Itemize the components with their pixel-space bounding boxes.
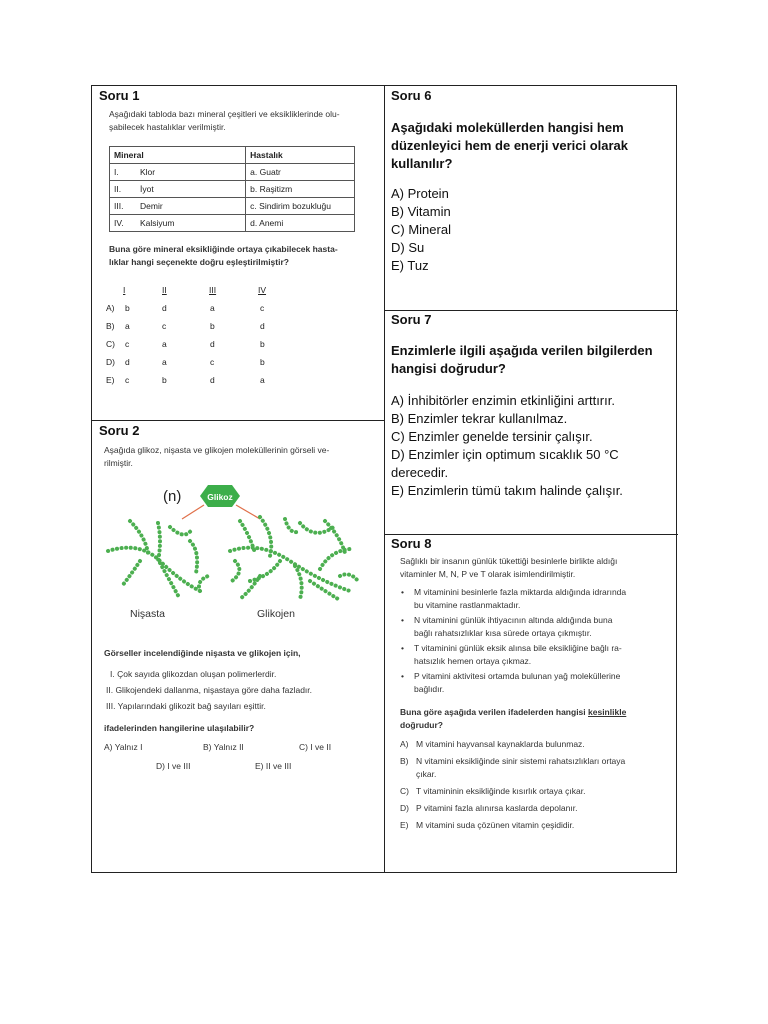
bullet-icon: •	[401, 587, 404, 597]
q1-col-header: III	[209, 285, 217, 295]
q8-option-c[interactable]	[400, 785, 672, 802]
list-item	[400, 614, 672, 640]
q8-bullets	[400, 586, 672, 696]
q6-question: Aşağıdaki moleküllerden hangisi hem düzenleyici hem de enerji verici olarak kullanılır?	[391, 120, 628, 171]
q8-option-d[interactable]	[400, 802, 672, 819]
list-item	[400, 642, 672, 668]
q8-intro	[400, 555, 670, 581]
q6-option-a[interactable]: A) Protein	[391, 186, 449, 201]
q6-options	[391, 185, 666, 275]
q2-option-a[interactable]: A) Yalnız I	[104, 742, 143, 752]
q2-statement: II. Glikojendeki dallanma, nişastaya göre daha fazladır.	[106, 685, 313, 695]
q2-statement-heading: Görseller incelendiğinde nişasta ve glikojen için,	[104, 648, 301, 658]
q8-option-b[interactable]	[400, 755, 672, 785]
option-label: E)	[106, 375, 115, 385]
option-value: a	[125, 321, 130, 331]
option-value: a	[210, 303, 215, 313]
q2-option-c[interactable]: C) I ve II	[299, 742, 332, 752]
q8-question-emphasis: kesinlikle	[588, 707, 627, 717]
q7-option-b[interactable]: B) Enzimler tekrar kullanılmaz.	[391, 411, 568, 426]
q8-bullet-line: P vitamini aktivitesi ortamda bulunan yağ moleküllerine	[414, 671, 621, 681]
option-label: B)	[106, 321, 115, 331]
q1-row-disease: a. Guatr	[246, 164, 355, 181]
q1-row-num: IV.	[110, 215, 137, 232]
bullet-icon: •	[401, 671, 404, 681]
table-row	[110, 181, 355, 198]
q6-option-c[interactable]: C) Mineral	[391, 222, 451, 237]
q8-bullet-line: N vitaminini günlük ihtiyacının altında aldığında buna	[414, 615, 613, 625]
option-label: C)	[400, 786, 409, 796]
q1-row-mineral: Klor	[136, 164, 246, 181]
option-label: A)	[400, 739, 409, 749]
option-text: T vitamininin eksikliğinde kısırlık ortaya çıkar.	[416, 786, 586, 796]
q2-intro-line2: rilmiştir.	[104, 458, 133, 468]
option-label: D)	[400, 803, 409, 813]
q2-option-b[interactable]: B) Yalnız II	[203, 742, 244, 752]
list-item	[400, 670, 672, 696]
q1-option-a[interactable]	[106, 303, 376, 317]
glikojen-label: Glikojen	[257, 608, 295, 620]
option-label: B)	[400, 756, 409, 766]
q1-table-header-disease: Hastalık	[246, 147, 355, 164]
q1-col-header: II	[162, 285, 167, 295]
option-label: A)	[106, 303, 115, 313]
q8-question	[400, 706, 672, 732]
q1-intro-line2: şabilecek hastalıklar verilmiştir.	[109, 122, 226, 132]
q7-option-c[interactable]: C) Enzimler genelde tersinir çalışır.	[391, 429, 593, 444]
q2-heading: Soru 2	[99, 423, 140, 438]
option-label: C)	[106, 339, 115, 349]
q2-statement: I. Çok sayıda glikozdan oluşan polimerlerdir.	[110, 669, 277, 679]
q2-intro-line1: Aşağıda glikoz, nişasta ve glikojen moleküllerinin görseli ve-	[104, 445, 330, 455]
q1-option-c[interactable]	[106, 339, 376, 353]
option-text: P vitamini fazla alınırsa kaslarda depolanır.	[416, 803, 578, 813]
nisasta-label: Nişasta	[130, 608, 166, 620]
q8-heading: Soru 8	[391, 536, 432, 551]
q1-options	[106, 285, 376, 395]
q1-intro-line1: Aşağıdaki tabloda bazı mineral çeşitleri ve eksikliklerinde olu-	[109, 109, 340, 119]
q1-row-disease: d. Anemi	[246, 215, 355, 232]
option-value: b	[125, 303, 130, 313]
q8-intro-line1: Sağlıklı bir insanın günlük tükettiği besinlerle birlikte aldığı	[400, 556, 618, 566]
q1-col-header: IV	[258, 285, 267, 295]
arrow-left	[182, 505, 204, 519]
q8-bullet-line: bu vitamine rastlanmaktadır.	[414, 600, 521, 610]
q1-option-d[interactable]	[106, 357, 376, 371]
q1-intro	[109, 108, 379, 134]
q8-bullet-line: hatsızlık hemen ortaya çıkmaz.	[414, 656, 532, 666]
column-divider	[384, 86, 385, 872]
worksheet-frame	[91, 85, 677, 873]
q1-col-headers	[106, 285, 376, 299]
option-value: c	[210, 357, 215, 367]
q2-intro	[104, 444, 379, 470]
option-value: b	[210, 321, 215, 331]
q1-row-disease: c. Sindirim bozukluğu	[246, 198, 355, 215]
q8-intro-line2: vitaminler M, N, P ve T olarak isimlendirilmiştir.	[400, 569, 576, 579]
option-value: a	[162, 339, 167, 349]
divider-q1-q2	[92, 420, 384, 421]
glikoz-label: Glikoz	[207, 492, 233, 502]
q1-row-num: II.	[110, 181, 137, 198]
q8-option-a[interactable]	[400, 738, 672, 755]
q6-option-d[interactable]: D) Su	[391, 240, 425, 255]
option-label: E)	[400, 820, 409, 830]
glycogen-structure	[230, 517, 358, 599]
q8-bullet-line: T vitaminini günlük eksik alınsa bile eksikliğine bağlı ra-	[414, 643, 622, 653]
list-item	[400, 586, 672, 612]
q1-mineral-table	[109, 146, 355, 232]
q2-option-d[interactable]: D) I ve III	[156, 761, 191, 771]
table-row	[110, 164, 355, 181]
q6-option-b[interactable]: B) Vitamin	[391, 204, 451, 219]
option-value: a	[162, 357, 167, 367]
q6-option-e[interactable]: E) Tuz	[391, 258, 429, 273]
q8-options	[400, 738, 672, 836]
option-value: b	[162, 375, 167, 385]
q8-option-e[interactable]	[400, 819, 672, 836]
q6-heading: Soru 6	[391, 88, 432, 103]
option-value: c	[125, 375, 130, 385]
q8-question-line2: doğrudur?	[400, 720, 443, 730]
q8-question-part: Buna göre aşağıda verilen ifadelerden hangisi	[400, 707, 589, 717]
q1-row-mineral: Demir	[136, 198, 246, 215]
q1-question-line2: lıklar hangi seçenekte doğru eşleştirilmiştir?	[109, 257, 289, 267]
q2-option-e[interactable]: E) II ve III	[255, 761, 292, 771]
q1-question-line1: Buna göre mineral eksikliğinde ortaya çıkabilecek hasta-	[109, 244, 338, 254]
q1-option-e[interactable]	[106, 375, 376, 389]
q7-question: Enzimlerle ilgili aşağıda verilen bilgilerden hangisi doğrudur?	[391, 343, 653, 376]
option-text: M vitamini hayvansal kaynaklarda bulunmaz.	[416, 739, 585, 749]
q2-molecule-figure	[100, 481, 370, 631]
q1-question	[109, 243, 379, 269]
n-label: (n)	[163, 488, 182, 505]
q1-row-num: I.	[110, 164, 137, 181]
option-value: b	[260, 339, 265, 349]
q1-row-disease: b. Raşitizm	[246, 181, 355, 198]
option-value: d	[210, 375, 215, 385]
q1-row-num: III.	[110, 198, 137, 215]
q7-heading: Soru 7	[391, 312, 432, 327]
q1-row-mineral: İyot	[136, 181, 246, 198]
q7-option-e[interactable]: E) Enzimlerin tümü takım halinde çalışır.	[391, 483, 623, 498]
option-value: d	[125, 357, 130, 367]
option-text: N vitamini eksikliğinde sinir sistemi rahatsızlıkları ortaya	[416, 756, 626, 766]
q1-option-b[interactable]	[106, 321, 376, 335]
divider-q7-q8	[384, 534, 678, 535]
option-value: c	[260, 303, 265, 313]
q7-option-a[interactable]: A) İnhibitörler enzimin etkinliğini arttırır.	[391, 393, 615, 408]
q8-bullet-line: bağlı rahatsızlıklar kısa sürede ortaya çıkmıştır.	[414, 628, 592, 638]
option-value: d	[260, 321, 265, 331]
table-row	[110, 198, 355, 215]
option-value: c	[162, 321, 167, 331]
q8-bullet-line: M vitaminini besinlerle fazla miktarda aldığında idrarında	[414, 587, 627, 597]
starch-structure	[108, 521, 208, 599]
q7-options	[391, 392, 666, 500]
q2-question: ifadelerinden hangilerine ulaşılabilir?	[104, 723, 255, 733]
bullet-icon: •	[401, 615, 404, 625]
q7-option-d[interactable]: D) Enzimler için optimum sıcaklık 50 °C derecedir.	[391, 447, 619, 480]
q1-table-header-mineral: Mineral	[110, 147, 246, 164]
divider-q6-q7	[384, 310, 678, 311]
option-value: c	[125, 339, 130, 349]
q1-row-mineral: Kalsiyum	[136, 215, 246, 232]
option-value: d	[210, 339, 215, 349]
option-value: b	[260, 357, 265, 367]
q2-statement: III. Yapılarındaki glikozit bağ sayıları eşittir.	[106, 701, 266, 711]
q1-heading: Soru 1	[99, 88, 140, 103]
option-text: M vitamini suda çözünen vitamin çeşididir.	[416, 820, 575, 830]
arrow-right	[236, 505, 260, 519]
option-label: D)	[106, 357, 115, 367]
q2-statements	[106, 666, 381, 714]
bullet-icon: •	[401, 643, 404, 653]
option-value: d	[162, 303, 167, 313]
q1-col-header: I	[123, 285, 126, 295]
option-value: a	[260, 375, 265, 385]
q8-bullet-line: bağlıdır.	[414, 684, 445, 694]
option-text: çıkar.	[416, 769, 437, 779]
table-row	[110, 215, 355, 232]
